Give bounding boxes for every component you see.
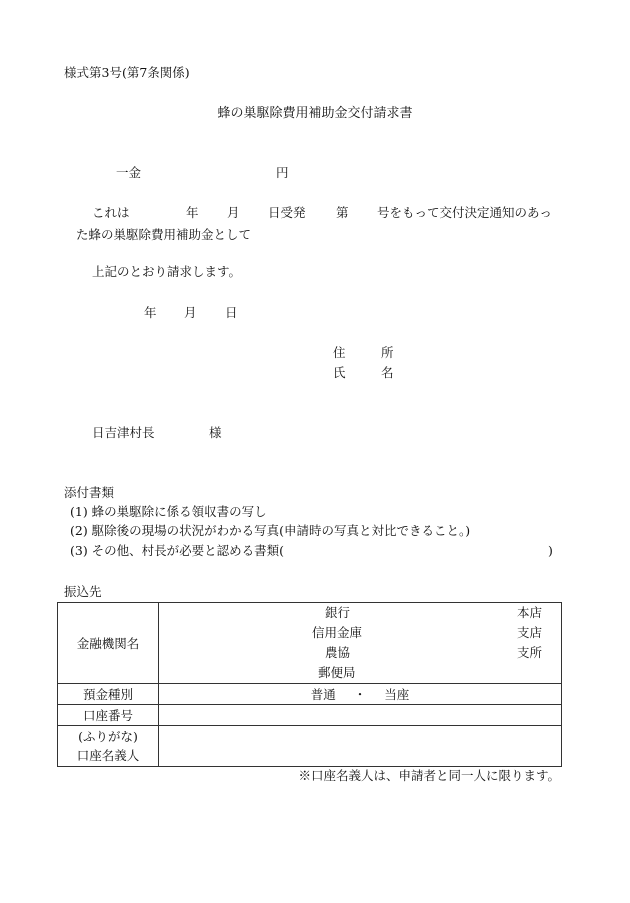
amount-unit: 円 (276, 165, 289, 180)
attachment-item-3-close: ) (548, 543, 553, 558)
body-dai: 第 (336, 205, 349, 220)
name-label-1: 氏 (333, 365, 346, 380)
date-year: 年 (144, 305, 157, 320)
account-number-row (58, 705, 562, 726)
deposit-normal: 普通 (310, 687, 336, 702)
body-month: 月 (227, 205, 240, 220)
branch-type-branch: 支店 (517, 625, 543, 640)
name-label-2: 名 (381, 365, 394, 380)
institution-cell[interactable] (159, 603, 562, 684)
page-title: 蜂の巣駆除費用補助金交付請求書 (217, 106, 413, 121)
account-number-label: 口座番号 (58, 705, 159, 726)
address-label-1: 住 (333, 345, 346, 360)
deposit-separator: ・ (353, 687, 367, 702)
attachment-item-3: (3) その他、村長が必要と認める書類( (70, 543, 285, 558)
account-number-cell[interactable] (159, 705, 562, 726)
account-holder-row (58, 726, 562, 767)
account-holder-kana-label: (ふりがな) (78, 729, 138, 744)
institution-type-bank: 銀行 (325, 605, 351, 620)
account-holder-cell[interactable] (159, 726, 562, 767)
institution-type-shinkin: 信用金庫 (312, 625, 363, 640)
amount-prefix: 一金 (116, 165, 142, 180)
body-year: 年 (186, 205, 199, 220)
attachment-item-1: (1) 蜂の巣駆除に係る領収書の写し (70, 504, 267, 519)
body-issue-text: 号をもって交付決定通知のあっ (377, 205, 552, 220)
attachment-item-2: (2) 駆除後の現場の状況がわかる写真(申請時の写真と対比できること。) (70, 523, 471, 538)
bank-institution-row (58, 603, 562, 684)
body-line-2: た蜂の巣駆除費用補助金として (76, 227, 252, 242)
body-day-received: 日受発 (268, 205, 306, 220)
address-label-2: 所 (381, 345, 394, 360)
account-holder-label (58, 726, 159, 767)
deposit-type-label: 預金種別 (58, 684, 159, 705)
form-number: 様式第3号(第7条関係) (64, 65, 190, 80)
date-month: 月 (184, 305, 197, 320)
bank-table (57, 602, 562, 767)
deposit-type-row (58, 684, 562, 705)
institution-type-post: 郵便局 (318, 665, 356, 680)
bank-heading: 振込先 (64, 584, 102, 599)
request-statement: 上記のとおり請求します。 (92, 264, 242, 279)
addressee-honorific: 様 (209, 425, 222, 440)
body-kore-ha: これは (92, 205, 130, 220)
deposit-type-cell[interactable] (159, 684, 562, 705)
deposit-current: 当座 (384, 687, 410, 702)
institution-type-nokyo: 農協 (325, 645, 351, 660)
addressee-name: 日吉津村長 (92, 425, 155, 440)
date-day: 日 (225, 305, 238, 320)
institution-label: 金融機関名 (58, 603, 159, 684)
branch-type-head: 本店 (517, 605, 543, 620)
account-holder-note: ※口座名義人は、申請者と同一人に限ります。 (298, 768, 560, 783)
attachments-heading: 添付書類 (64, 485, 115, 500)
account-holder-name-label: 口座名義人 (76, 748, 140, 763)
branch-type-sub: 支所 (517, 645, 543, 660)
